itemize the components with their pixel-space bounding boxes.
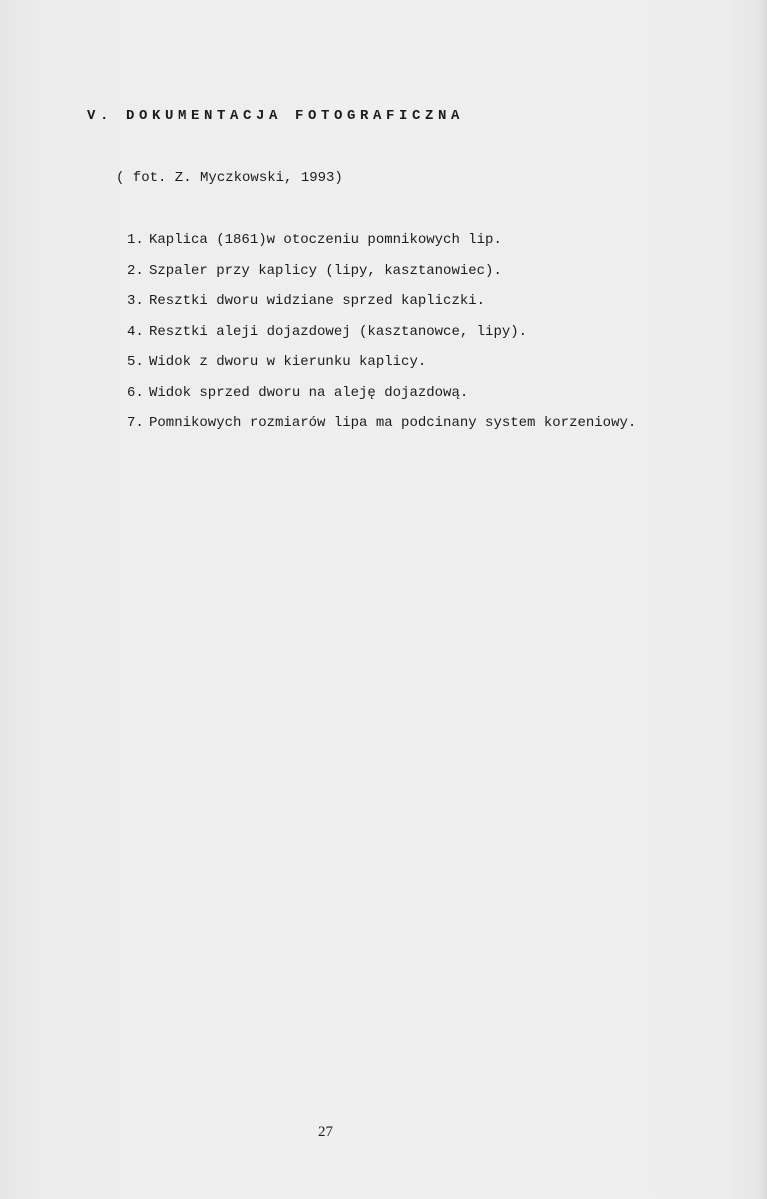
list-item-caption: Resztki aleji dojazdowej (kasztanowce, lipy). bbox=[149, 323, 528, 340]
list-item-caption: Szpaler przy kaplicy (lipy, kasztanowiec). bbox=[149, 262, 502, 279]
photo-list bbox=[127, 230, 636, 444]
list-item bbox=[127, 261, 636, 292]
list-item-caption: Resztki dworu widziane sprzed kapliczki. bbox=[149, 293, 486, 309]
list-item-caption: Widok z dworu w kierunku kaplicy. bbox=[149, 354, 427, 370]
list-item-number: 3. bbox=[127, 293, 144, 309]
list-item-number: 2. bbox=[127, 262, 144, 279]
list-item-number: 7. bbox=[127, 415, 144, 431]
list-item-number: 4. bbox=[127, 323, 144, 340]
list-item-number: 6. bbox=[127, 384, 144, 401]
list-item-caption: Widok sprzed dworu na aleję dojazdową. bbox=[149, 384, 469, 401]
section-title: V. DOKUMENTACJA FOTOGRAFICZNA bbox=[87, 108, 465, 124]
photo-credit: ( fot. Z. Myczkowski, 1993) bbox=[116, 170, 343, 186]
list-item bbox=[127, 322, 636, 353]
list-item-caption: Kaplica (1861)w otoczeniu pomnikowych lip. bbox=[149, 232, 502, 248]
list-item bbox=[127, 383, 636, 414]
list-item-number: 5. bbox=[127, 354, 144, 370]
list-item bbox=[127, 352, 636, 383]
list-item bbox=[127, 230, 636, 261]
list-item-caption: Pomnikowych rozmiarów lipa ma podcinany system korzeniowy. bbox=[149, 415, 637, 431]
list-item-number: 1. bbox=[127, 232, 144, 248]
list-item bbox=[127, 291, 636, 322]
list-item bbox=[127, 413, 636, 444]
page-edge-shadow bbox=[759, 0, 767, 1199]
page-number: 27 bbox=[318, 1124, 333, 1140]
